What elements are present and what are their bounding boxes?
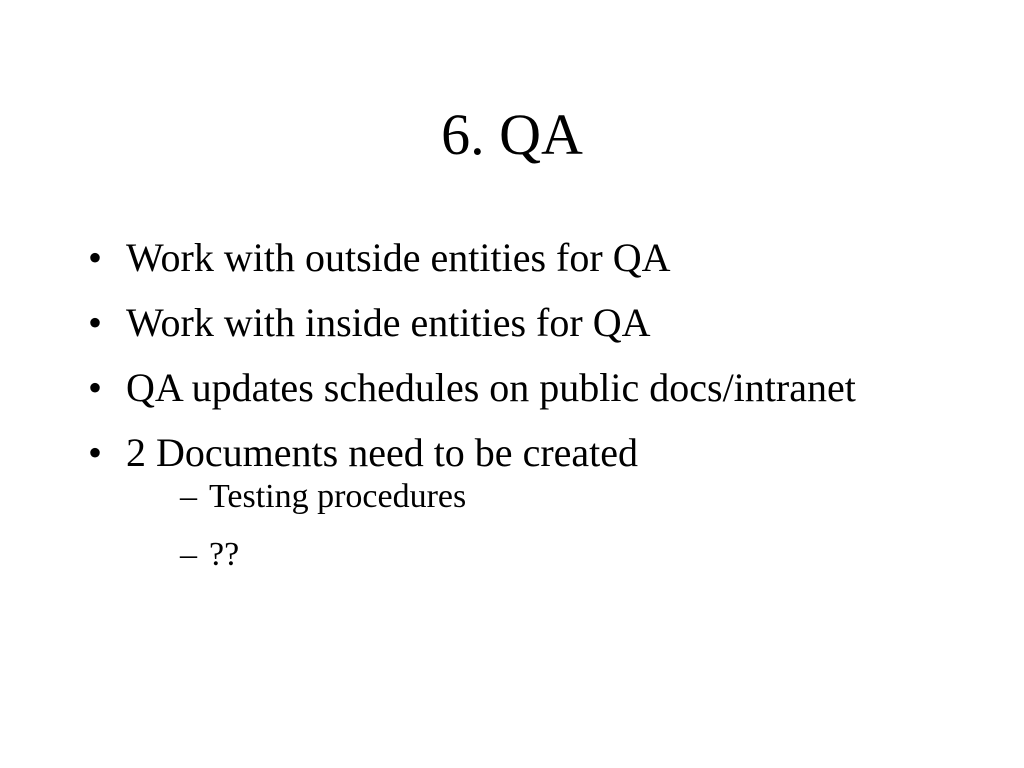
slide-title: 6. QA [441,102,583,167]
bullet-item-inside-entities [88,297,948,349]
bullet-text: QA updates schedules on public docs/intranet [126,365,856,410]
bullet-text: Work with inside entities for QA [126,300,651,345]
bullet-item-outside-entities [88,232,948,284]
sub-bullet-text: ?? [209,536,240,573]
bullet-marker: • [88,430,103,475]
sub-bullet-item-testing-procedures [180,477,948,517]
bullet-list [88,232,948,593]
sub-bullet-item-unknown [180,535,948,575]
bullet-marker: • [88,300,103,345]
bullet-marker: • [88,365,103,410]
bullet-item-qa-updates-schedules [88,362,948,414]
bullet-marker: • [88,235,103,280]
bullet-text: 2 Documents need to be created [126,430,639,475]
bullet-item-documents-needed [88,427,948,575]
sub-bullet-text: Testing procedures [209,478,467,515]
sub-bullet-marker: – [180,536,197,573]
sub-bullet-list [180,477,948,575]
bullet-text: Work with outside entities for QA [126,235,671,280]
sub-bullet-marker: – [180,478,197,515]
